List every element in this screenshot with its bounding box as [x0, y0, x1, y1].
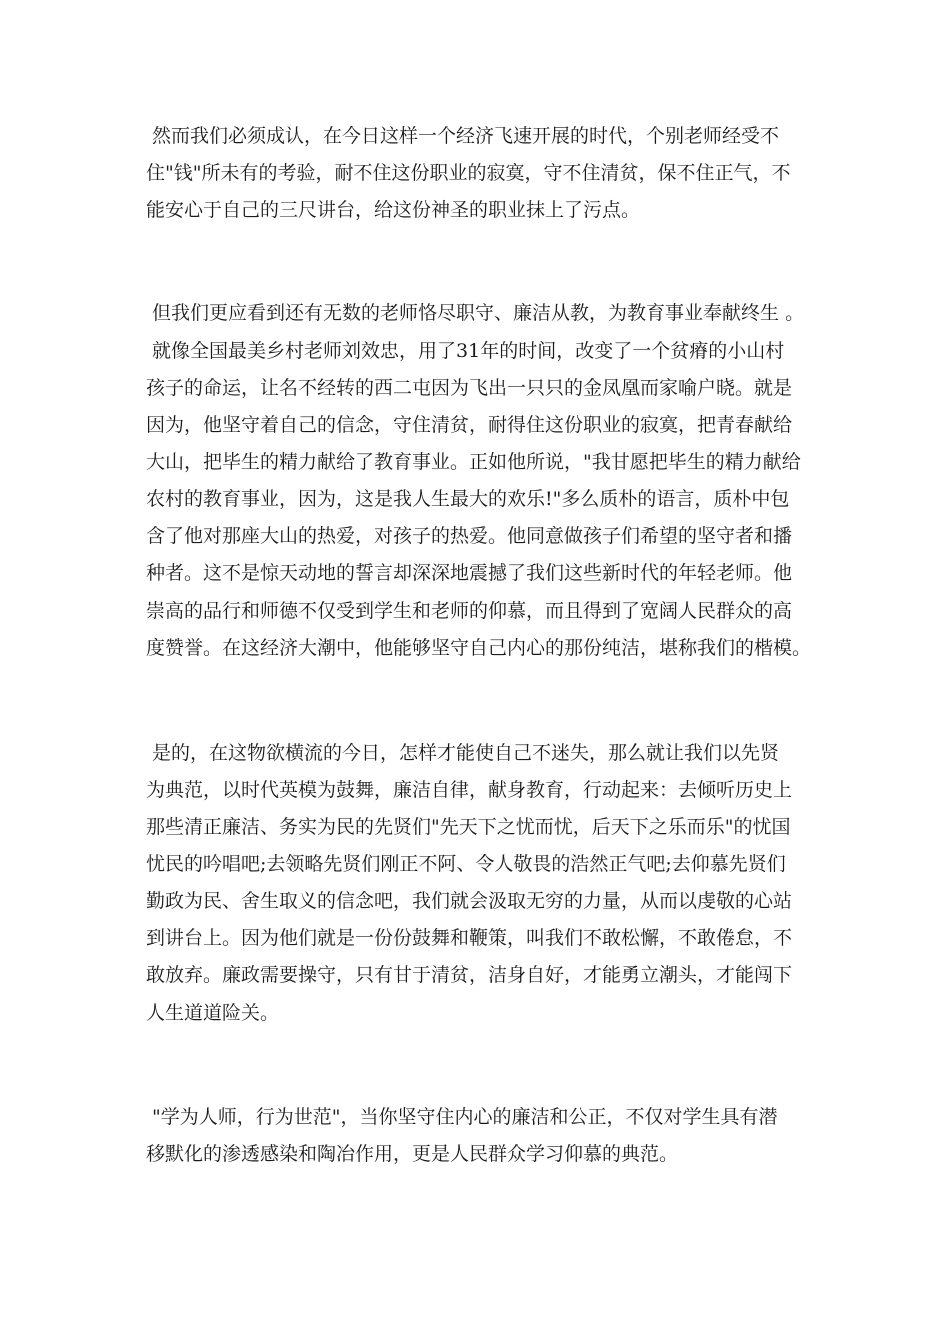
text-line: 农村的教育事业，因为，这是我人生最大的欢乐!"多么质朴的语言，质朴中包	[146, 488, 790, 510]
text-line: 大山，把毕生的精力献给了教育事业。正如他所说，"我甘愿把毕生的精力献给	[146, 451, 801, 473]
text-line: 然而我们必须成认，在今日这样一个经济飞速开展的时代，个别老师经受不	[146, 125, 780, 147]
text-line: 度赞誉。在这经济大潮中，他能够坚守自己内心的那份纯洁，堪称我们的楷模。	[146, 637, 812, 659]
text-line: 那些清正廉洁、务实为民的先贤们"先天下之忧而忧，后天下之乐而乐"的忧国	[146, 816, 791, 838]
text-line: 就像全国最美乡村老师刘效忠，用了31年的时间，改变了一个贫瘠的小山村	[146, 340, 785, 362]
text-line: 能安心于自己的三尺讲台，给这份神圣的职业抹上了污点。	[146, 199, 641, 221]
text-line: 是的，在这物欲横流的今日，怎样才能使自己不迷失，那么就让我们以先贤	[146, 742, 780, 764]
text-line: 种者。这不是惊天动地的誓言却深深地震撼了我们这些新时代的年轻老师。他	[146, 562, 793, 584]
text-line: 孩子的命运，让名不经转的西二屯因为飞出一只只的金凤凰而家喻户晓。就是	[146, 377, 793, 399]
text-line: 忧民的吟唱吧;去领略先贤们刚正不阿、令人敬畏的浩然正气吧;去仰慕先贤们	[146, 853, 786, 875]
text-line: 移默化的渗透感染和陶冶作用，更是人民群众学习仰慕的典范。	[146, 1143, 679, 1165]
text-line: 但我们更应看到还有无数的老师恪尽职守、廉洁从教，为教育事业奉献终生 。	[146, 302, 805, 324]
text-line: 为典范，以时代英模为鼓舞，廉洁自律，献身教育，行动起来：去倾听历史上	[146, 779, 793, 801]
text-line: 住"钱"所未有的考验，耐不住这份职业的寂寞，守不住清贫，保不住正气，不	[146, 162, 791, 184]
text-line: 含了他对那座大山的热爱，对孩子的热爱。他同意做孩子们希望的坚守者和播	[146, 525, 793, 547]
text-line: 人生道道险关。	[146, 1002, 280, 1024]
text-line: 敢放弃。廉政需要操守，只有甘于清贫，洁身自好，才能勇立潮头，才能闯下	[146, 964, 793, 986]
text-line: 崇高的品行和师德不仅受到学生和老师的仰慕，而且得到了宽阔人民群众的高	[146, 600, 793, 622]
text-line: 勤政为民、舍生取义的信念吧，我们就会汲取无穷的力量，从而以虔敬的心站	[146, 890, 793, 912]
text-line: "学为人师，行为世范"，当你坚守住内心的廉洁和公正，不仅对学生具有潜	[146, 1106, 778, 1128]
text-line: 因为，他坚守着自己的信念，守住清贫，耐得住这份职业的寂寞，把青春献给	[146, 414, 793, 436]
text-line: 到讲台上。因为他们就是一份份鼓舞和鞭策，叫我们不敢松懈，不敢倦怠，不	[146, 927, 793, 949]
